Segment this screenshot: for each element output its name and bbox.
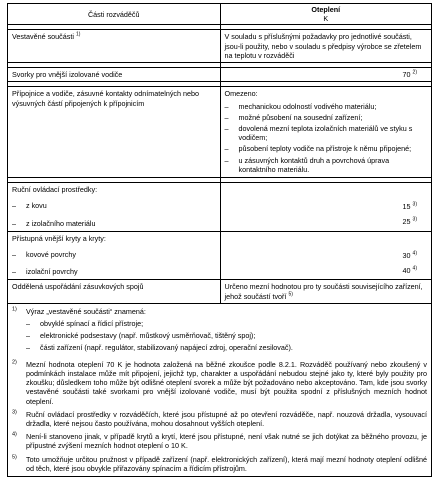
table-row [8, 183, 432, 232]
footnote-body: Toto umožňuje určitou pružnost v případě zařízení (např. elektronických zařízení), která mají mezní hodnoty oteplení odlišné od těch, které jsou obvykle přiřazovány spínacím a řídicím přístrojům. [26, 454, 427, 473]
footnote-number-text: 3) [12, 409, 17, 416]
footnote [12, 307, 427, 356]
footnote-number [12, 432, 26, 450]
footnote-body: Mezní hodnota oteplení 70 K je hodnota založená na běžné zkoušce podle 8.2.1. Rozváděč používaný nebo zkoušený v podmínkách instalace může mít připojení, jejichž typ, charakter a uspořádání nebudou stejné jako ty, které byly použity pro zkoušku; důsledkem toho může být odlišné oteplení svorek a může být požadováno nebo akceptováno. Tam, kde jsou svorky vestavěné součásti také svorkami pro vnější izolované vodiče, musí být použita spodní z příslušných mezních hodnot oteplení. [26, 359, 427, 406]
footnote-ref: 3) [412, 216, 417, 223]
footnote-list-text: elektronické podsestavy (např. můstkový usměrňovač, tištěný spoj); [40, 331, 256, 341]
list-item-text: působení teploty vodiče na přístroje k němu připojené; [238, 144, 412, 154]
row-value-text: 70 [402, 70, 411, 80]
list-item [225, 101, 427, 112]
list-item [225, 112, 427, 123]
sub-item-value [225, 217, 417, 226]
footnote-number [12, 410, 26, 428]
sub-item [12, 200, 216, 211]
dash-bullet: – [12, 218, 16, 228]
row-value [220, 87, 431, 178]
dash-bullet: – [26, 319, 30, 329]
sub-item-label: kovové povrchy [26, 249, 76, 259]
dash-bullet: – [224, 144, 229, 154]
row-value [220, 183, 431, 232]
sub-item-value [225, 251, 417, 260]
list-item [225, 143, 427, 154]
footnotes-cell [8, 303, 432, 476]
footnote-number-text: 4) [12, 431, 17, 438]
list-item-text: dovolená mezní teplota izolačních materiálů ve styku s vodičem; [238, 123, 413, 143]
row-label-text: Svorky pro vnější izolované vodiče [12, 70, 123, 80]
value-text: 25 [402, 217, 411, 227]
table-header-row [8, 4, 432, 25]
footnote [12, 410, 427, 428]
value-text: 40 [402, 265, 411, 275]
dash-bullet: – [12, 249, 16, 259]
list-item [225, 123, 427, 143]
table-row [8, 231, 432, 280]
footnote-number-text: 1) [12, 306, 17, 313]
row-label [8, 87, 221, 178]
table-row [8, 87, 432, 178]
row-label [8, 280, 221, 303]
dash-bullet: – [224, 155, 229, 165]
sub-item [12, 266, 216, 277]
row-label [8, 231, 221, 280]
footnote [12, 360, 427, 406]
header-parts-label: Části rozváděčů [87, 9, 140, 19]
list-item-text: možné působení na sousední zařízení; [238, 112, 363, 122]
footnote-intro: Výraz „vestavěné součásti“ znamená: [26, 306, 146, 316]
dash-bullet: – [224, 123, 229, 133]
footnote [12, 455, 427, 473]
list-item-text: mechanickou odolností vodivého materiálu; [238, 101, 377, 111]
dash-bullet: – [224, 112, 229, 122]
row-value [220, 231, 431, 280]
row-label-text: Vestavěné součásti [12, 32, 74, 42]
temperature-rise-table [7, 3, 432, 477]
value-text: 30 [402, 250, 411, 260]
dash-bullet: – [12, 201, 16, 211]
row-label-text: Oddělená uspořádání zásuvkových spojů [12, 282, 144, 292]
row-value-text: V souladu s příslušnými požadavky pro jednotlivé součásti, jsou-li použity, nebo v souladu s předpisy výrobce se zřetelem na teplotu v rozváděči [224, 32, 422, 60]
footnote-ref: 4) [412, 250, 417, 257]
footnotes-row [8, 303, 432, 476]
sub-item-value [225, 266, 417, 275]
footnote-list-text: obvyklé spínací a řídicí přístroje; [40, 319, 144, 329]
footnote-number-text: 5) [12, 454, 17, 461]
row-value-text: Určeno mezní hodnotou pro ty součásti souvisejícího zařízení, jehož součástí tvoří [224, 282, 423, 301]
footnote-number [12, 360, 26, 406]
row-label-text: Ruční ovládací prostředky: [12, 185, 98, 195]
limited-by-label: Omezeno: [224, 89, 258, 99]
value-text: 15 [402, 202, 411, 212]
sub-item-label: z izolačního materiálu [26, 218, 96, 228]
table-row [8, 280, 432, 303]
table-row [8, 68, 432, 82]
sub-item-label: izolační povrchy [26, 267, 78, 277]
footnote-list-item [26, 319, 427, 328]
sub-item [12, 249, 216, 260]
row-label-text: Přípojnice a vodiče, zásuvné kontakty odnímatelných nebo výsuvných částí připojených k přípojnicím [12, 89, 199, 108]
footnote-ref: 1) [75, 32, 81, 39]
list-item [225, 155, 427, 175]
row-label [8, 183, 221, 232]
header-unit: K [323, 14, 329, 24]
row-value [220, 30, 431, 63]
row-label-text: Přístupná vnější kryty a kryty: [12, 233, 106, 243]
header-temperature-rise [220, 4, 431, 25]
footnote-body: Není-li stanoveno jinak, v případě krytů a krytí, které jsou přístupné, není však nutné se jich dotýkat za běžného provozu, je přípustné zvýšení mezních hodnot oteplení o 10 K. [26, 432, 427, 451]
row-value [220, 68, 431, 82]
footnote-ref: 5) [288, 291, 293, 298]
sub-item-label: z kovu [26, 201, 47, 211]
sub-item [12, 218, 216, 229]
footnote-list-text: části zařízení (např. regulátor, stabilizovaný napájecí zdroj, operační zesilovač). [40, 343, 293, 353]
footnote-number-text: 2) [12, 359, 17, 366]
document-page [7, 3, 432, 477]
row-label [8, 30, 221, 63]
footnote-body: Ruční ovládací prostředky v rozváděčích, které jsou přístupné až po otevření rozváděče, např. nouzová držadla, vysouvací držadla, které nejsou často používána, mohou dosahnout vyšších oteplení. [26, 409, 427, 428]
footnote-ref: 3) [412, 201, 417, 208]
footnote-ref: 4) [412, 265, 417, 272]
row-value [220, 280, 431, 303]
footnote-number [12, 455, 26, 473]
row-label [8, 68, 221, 82]
sub-item-value [225, 202, 417, 211]
dash-bullet: – [26, 331, 30, 341]
footnote-ref: 2) [412, 69, 417, 76]
dash-bullet: – [12, 267, 16, 277]
footnote-number [12, 307, 26, 356]
dash-bullet: – [224, 101, 229, 111]
footnote-list-item [26, 331, 427, 340]
dash-bullet: – [26, 343, 30, 353]
header-parts [8, 4, 221, 25]
footnote-list-item [26, 343, 427, 352]
list-item-text: u zásuvných kontaktů druh a povrchová úprava kontaktního materiálu. [238, 155, 390, 174]
header-temperature-rise-label: Oteplení [311, 5, 341, 14]
footnote [12, 432, 427, 450]
table-row [8, 30, 432, 63]
footnote-body [26, 307, 427, 356]
